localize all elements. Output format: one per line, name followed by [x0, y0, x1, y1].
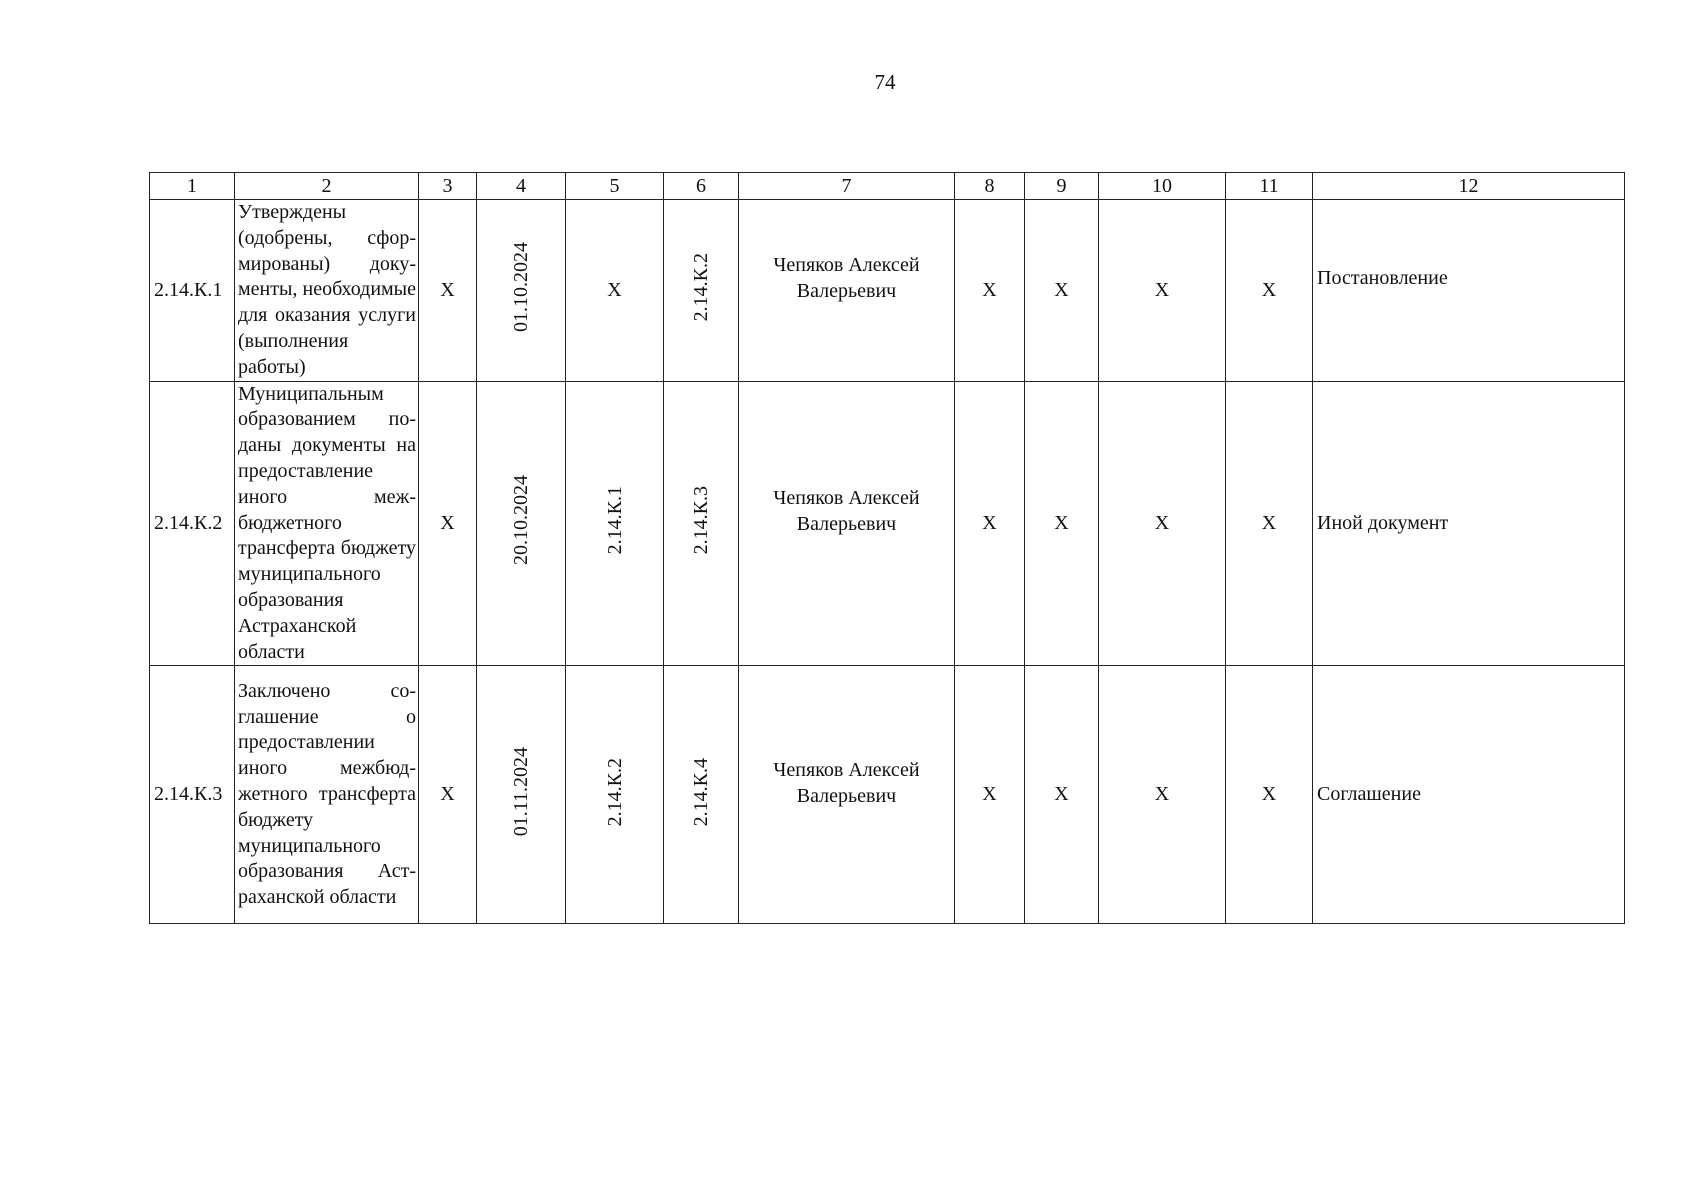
header-cell: 5 [566, 173, 664, 200]
table-row [150, 666, 1625, 924]
row-document: Соглашение [1313, 666, 1625, 924]
row-col11: X [1226, 200, 1313, 382]
row-col11: X [1226, 666, 1313, 924]
row-responsible-cell [739, 381, 955, 666]
row-responsible-cell [739, 200, 955, 382]
row-col9: X [1025, 200, 1099, 382]
row-col9: X [1025, 381, 1099, 666]
row-col5: X [566, 200, 664, 382]
row-description: Утверждены (одобрены, сформированы) документы, необходимые для оказания услуги (выполнения работы) [235, 200, 419, 382]
row-col3: X [419, 200, 477, 382]
row-col5: 2.14.К.1 [603, 486, 626, 555]
row-col6: 2.14.К.2 [690, 253, 712, 322]
header-cell: 7 [739, 173, 955, 200]
row-col8: X [955, 381, 1025, 666]
header-cell: 2 [235, 173, 419, 200]
row-col10: X [1099, 381, 1226, 666]
row-col6-cell [664, 666, 739, 924]
header-cell: 6 [664, 173, 739, 200]
row-code: 2.14.К.1 [150, 200, 235, 382]
header-cell: 10 [1099, 173, 1226, 200]
row-col5: 2.14.К.2 [603, 757, 626, 827]
table-row [150, 200, 1625, 382]
table-header-row [150, 173, 1625, 200]
row-responsible: Чепяков Алексей Валерьевич [773, 254, 920, 303]
row-date-cell [477, 381, 566, 666]
header-cell: 11 [1226, 173, 1313, 200]
header-cell: 12 [1313, 173, 1625, 200]
header-cell: 4 [477, 173, 566, 200]
header-cell: 8 [955, 173, 1025, 200]
header-cell: 9 [1025, 173, 1099, 200]
row-responsible: Чепяков Алексей Валерьевич [773, 487, 920, 536]
row-col5-cell [566, 381, 664, 666]
row-description: Муниципальным образованием поданы документы на предоставление иного межбюджетного трансферта бюджету муниципального образования Астраханской области [235, 381, 419, 666]
row-document-text: Постановление [1317, 266, 1448, 289]
row-code: 2.14.К.2 [150, 381, 235, 666]
row-col3: X [419, 381, 477, 666]
row-col6-cell [664, 200, 739, 382]
row-col8: X [955, 666, 1025, 924]
row-col11: X [1226, 381, 1313, 666]
row-date: 01.11.2024 [510, 747, 532, 837]
page-number: 74 [874, 70, 896, 94]
row-date: 01.10.2024 [510, 242, 532, 333]
row-date-cell [477, 666, 566, 924]
row-date: 20.10.2024 [510, 475, 532, 566]
row-col6: 2.14.К.4 [690, 757, 712, 827]
table-row [150, 381, 1625, 666]
row-code: 2.14.К.3 [150, 666, 235, 924]
header-cell: 3 [419, 173, 477, 200]
row-document [1313, 200, 1625, 382]
row-col3: X [419, 666, 477, 924]
row-col8: X [955, 200, 1025, 382]
row-col5-cell [566, 666, 664, 924]
row-col6-cell [664, 381, 739, 666]
row-col10: X [1099, 200, 1226, 382]
row-date-cell [477, 200, 566, 382]
row-document: Иной документ [1313, 381, 1625, 666]
row-description: Заключено соглашение о предоставлении иного межбюджетного трансферта бюджету муниципального образования Астраханской области [235, 666, 419, 924]
plan-table [149, 172, 1625, 924]
row-col10: X [1099, 666, 1226, 924]
row-responsible-cell [739, 666, 955, 924]
header-cell: 1 [150, 173, 235, 200]
row-col9: X [1025, 666, 1099, 924]
row-col6: 2.14.К.3 [690, 486, 712, 555]
row-responsible: Чепяков Алексей Валерьевич [773, 758, 920, 807]
